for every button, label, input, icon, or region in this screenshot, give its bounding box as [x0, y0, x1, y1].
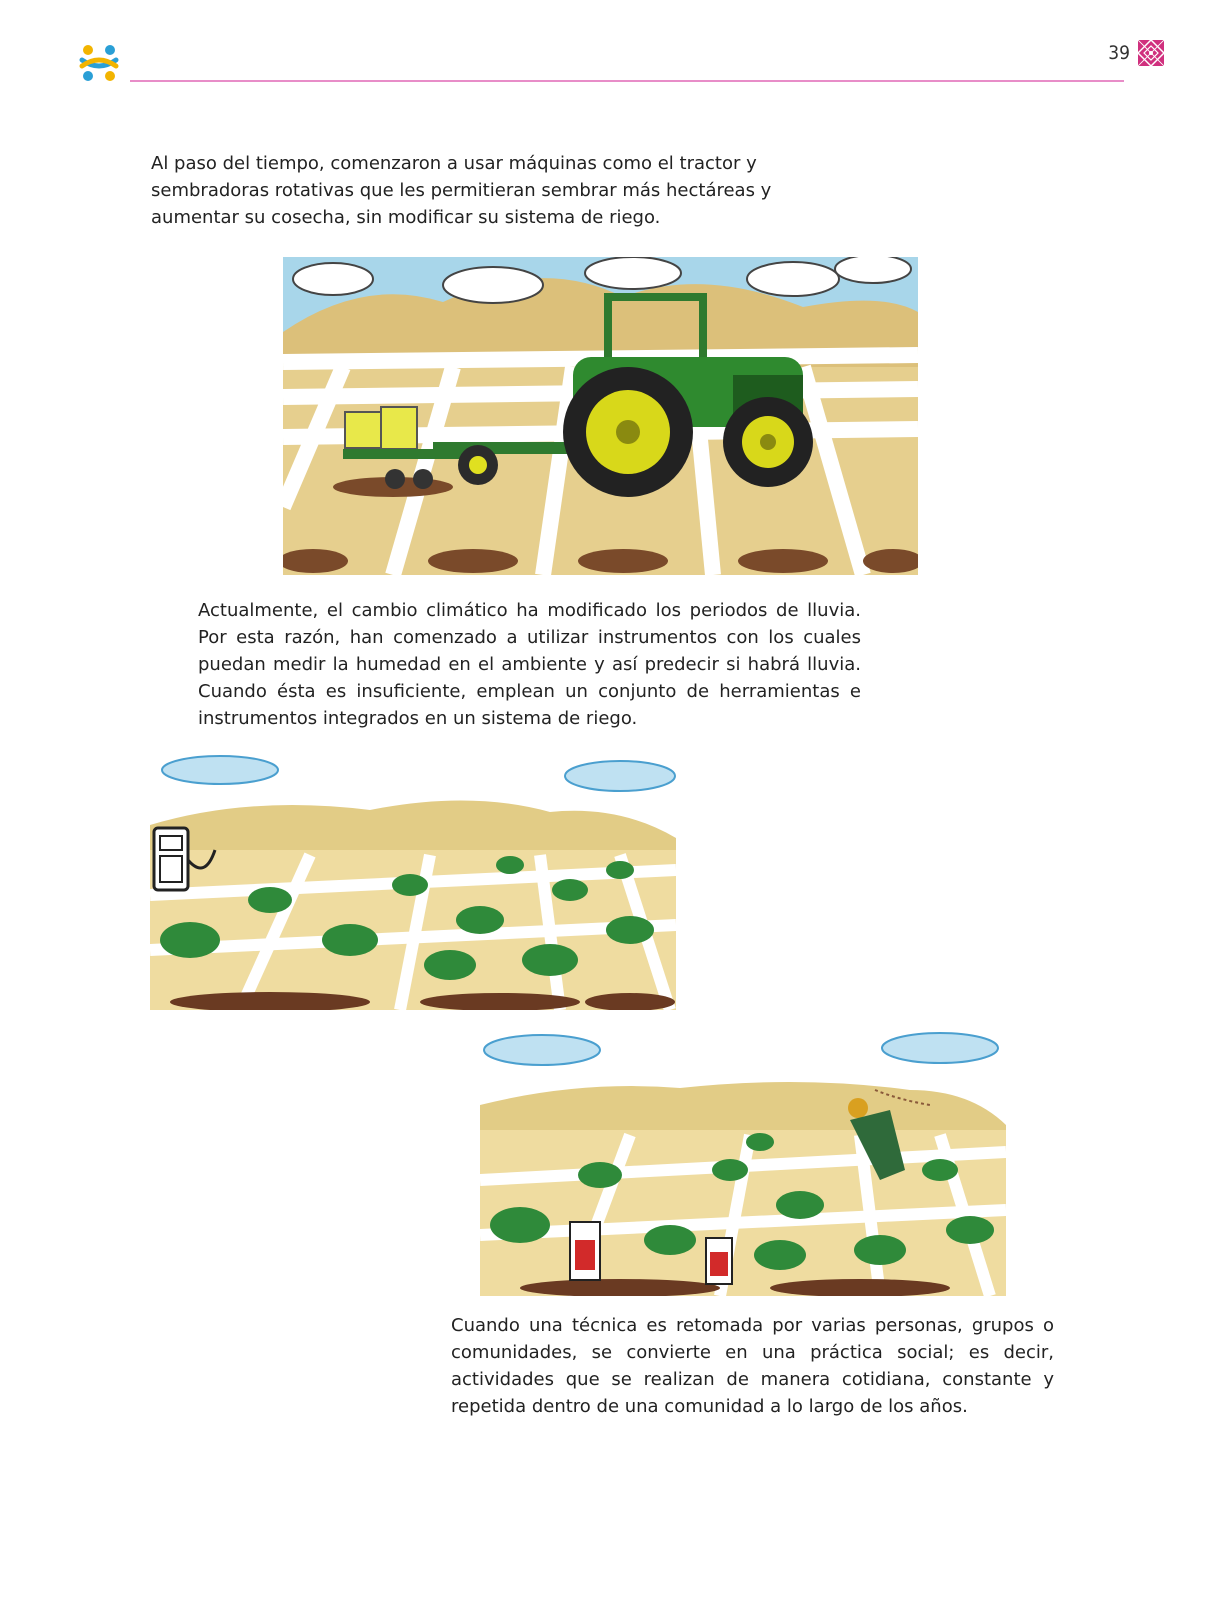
- tractor-illustration: [283, 257, 918, 575]
- page-number: 39: [1108, 42, 1130, 64]
- paragraph-social-practice: Cuando una técnica es retomada por varias personas, grupos o comunidades, se convierte en una práctica social; es decir, actividades que se realizan de manera cotidiana, constante y repetida dentro de una comunidad a lo largo de los años.: [451, 1315, 1054, 1417]
- paragraph-tractor: Al paso del tiempo, comenzaron a usar máquinas como el tractor y sembradoras rotativas que les permitieran sembrar más hectáreas y aumentar su cosecha, sin modificar su sistema de riego.: [151, 153, 772, 228]
- farmer-field-illustration: [480, 1030, 1006, 1296]
- irrigation-field-illustration: [150, 750, 676, 1010]
- publisher-logo-icon: [76, 40, 122, 86]
- header-rule: [130, 80, 1124, 82]
- textile-pattern-icon: [1138, 40, 1164, 66]
- paragraph-climate: Actualmente, el cambio climático ha modificado los periodos de lluvia. Por esta razón, han comenzado a utilizar instrumentos con los cuales puedan medir la humedad en el ambiente y así predecir si habrá lluvia. Cuando ésta es insuficiente, emplean un conjunto de herramientas e instrumentos integrados en un sistema de riego.: [198, 600, 861, 729]
